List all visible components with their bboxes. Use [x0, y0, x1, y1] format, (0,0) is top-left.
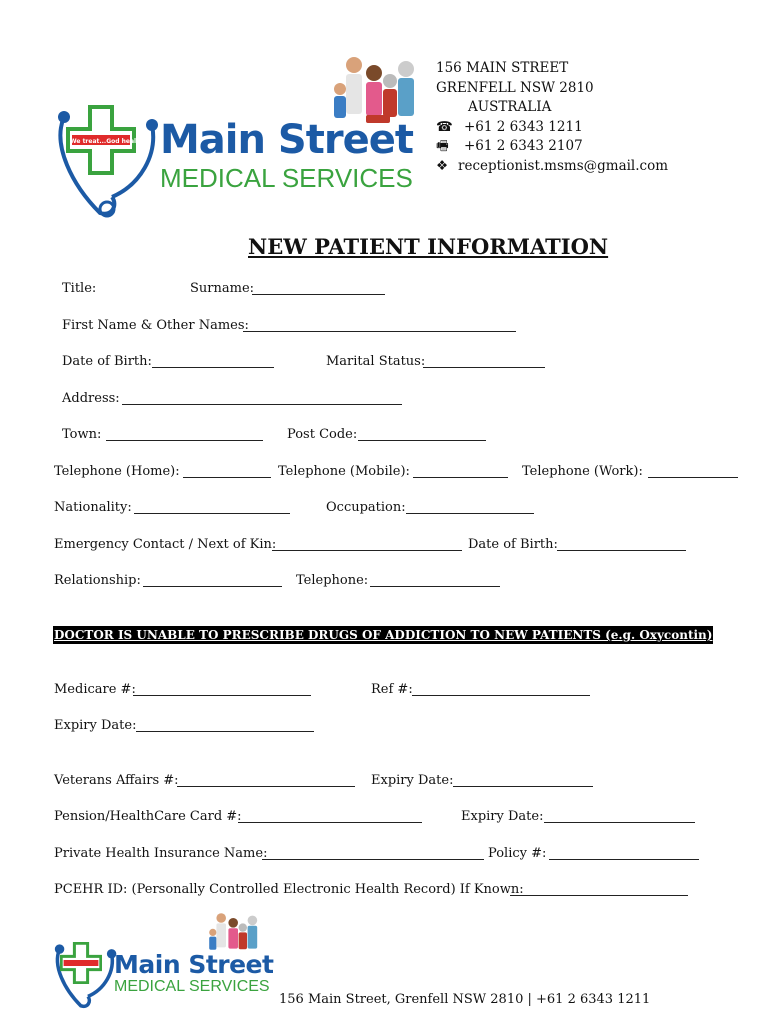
footer-brand-subtitle: MEDICAL SERVICES	[114, 978, 270, 995]
footer-brand-name: Main Street	[114, 950, 274, 979]
postcode-field[interactable]	[358, 428, 486, 441]
prescription-warning-banner: DOCTOR IS UNABLE TO PRESCRIBE DRUGS OF ADDICTION TO NEW PATIENTS (e.g. Oxycontin)	[54, 628, 713, 642]
emergency-dob-field[interactable]	[557, 538, 686, 551]
phone-icon: ☎	[436, 118, 453, 135]
address-street: 156 MAIN STREET	[436, 60, 569, 76]
address-field[interactable]	[122, 392, 402, 405]
ref-field[interactable]	[412, 683, 590, 696]
pension-expiry-label: Expiry Date:	[461, 809, 544, 824]
postcode-label: Post Code:	[287, 427, 358, 442]
tel-home-label: Telephone (Home):	[54, 464, 180, 479]
policy-field[interactable]	[549, 847, 699, 860]
pension-expiry-field[interactable]	[544, 810, 695, 823]
tel-mobile-label: Telephone (Mobile):	[278, 464, 410, 479]
marital-status-field[interactable]	[423, 355, 545, 368]
address-phone-row	[436, 118, 736, 138]
tel-work-label: Telephone (Work):	[522, 464, 643, 479]
surname-field[interactable]	[252, 282, 385, 295]
footer-contact-text: 156 Main Street, Grenfell NSW 2810 | +61 2 6343 1211	[279, 992, 651, 1007]
medicare-field[interactable]	[133, 683, 311, 696]
tel-mobile-field[interactable]	[413, 465, 508, 478]
pension-card-label: Pension/HealthCare Card #:	[54, 809, 242, 824]
telephone-label: Telephone:	[296, 573, 369, 588]
veterans-expiry-label: Expiry Date:	[371, 773, 454, 788]
page-title: NEW PATIENT INFORMATION	[248, 234, 609, 259]
relationship-label: Relationship:	[54, 573, 141, 588]
pcehr-label: PCEHR ID: (Personally Controlled Electronic Health Record) If Known:	[54, 882, 524, 897]
tel-work-field[interactable]	[648, 465, 738, 478]
emergency-contact-label: Emergency Contact / Next of Kin:	[54, 537, 277, 552]
brand-name: Main Street	[160, 117, 413, 163]
town-field[interactable]	[106, 428, 263, 441]
diamond-bullet-icon: ❖	[436, 157, 449, 174]
dob-label: Date of Birth:	[62, 354, 152, 369]
private-health-label: Private Health Insurance Name:	[54, 846, 268, 861]
dob-field[interactable]	[152, 355, 274, 368]
medical-cross-icon	[60, 942, 102, 984]
surname-label: Surname:	[190, 281, 255, 296]
title-label: Title:	[62, 281, 97, 296]
footer-logo	[52, 912, 282, 1012]
first-name-field[interactable]	[243, 319, 516, 332]
nationality-label: Nationality:	[54, 500, 132, 515]
town-label: Town:	[62, 427, 102, 442]
ref-label: Ref #:	[371, 682, 413, 697]
address-phone: +61 2 6343 1211	[464, 118, 583, 135]
tel-home-field[interactable]	[183, 465, 271, 478]
header-logo	[52, 55, 432, 220]
pension-card-field[interactable]	[238, 810, 422, 823]
policy-label: Policy #:	[488, 846, 547, 861]
first-name-label: First Name & Other Names:	[62, 318, 249, 333]
address-email-row	[436, 157, 736, 177]
telephone-field[interactable]	[370, 574, 500, 587]
marital-status-label: Marital Status:	[326, 354, 426, 369]
emergency-contact-field[interactable]	[272, 538, 462, 551]
address-fax-row	[436, 137, 736, 157]
address-town: GRENFELL NSW 2810	[436, 79, 594, 96]
medicare-label: Medicare #:	[54, 682, 136, 697]
fax-icon: 🖷	[436, 138, 449, 154]
brand-subtitle: MEDICAL SERVICES	[160, 163, 413, 193]
address-fax: +61 2 6343 2107	[464, 138, 583, 154]
emergency-dob-label: Date of Birth:	[468, 537, 558, 552]
veterans-expiry-field[interactable]	[453, 774, 593, 787]
nationality-field[interactable]	[134, 501, 290, 514]
pcehr-field[interactable]	[510, 883, 688, 896]
cross-tagline: We treat...God heals	[70, 138, 140, 145]
address-country: AUSTRALIA	[468, 99, 552, 115]
private-health-field[interactable]	[262, 847, 484, 860]
address-label: Address:	[62, 391, 120, 406]
veterans-affairs-field[interactable]	[177, 774, 355, 787]
address-email[interactable]: receptionist.msms@gmail.com	[458, 157, 669, 174]
practice-address	[436, 59, 736, 176]
veterans-affairs-label: Veterans Affairs #:	[54, 773, 179, 788]
medicare-expiry-label: Expiry Date:	[54, 718, 137, 733]
relationship-field[interactable]	[143, 574, 282, 587]
occupation-field[interactable]	[406, 501, 534, 514]
medicare-expiry-field[interactable]	[136, 719, 314, 732]
occupation-label: Occupation:	[326, 500, 406, 515]
